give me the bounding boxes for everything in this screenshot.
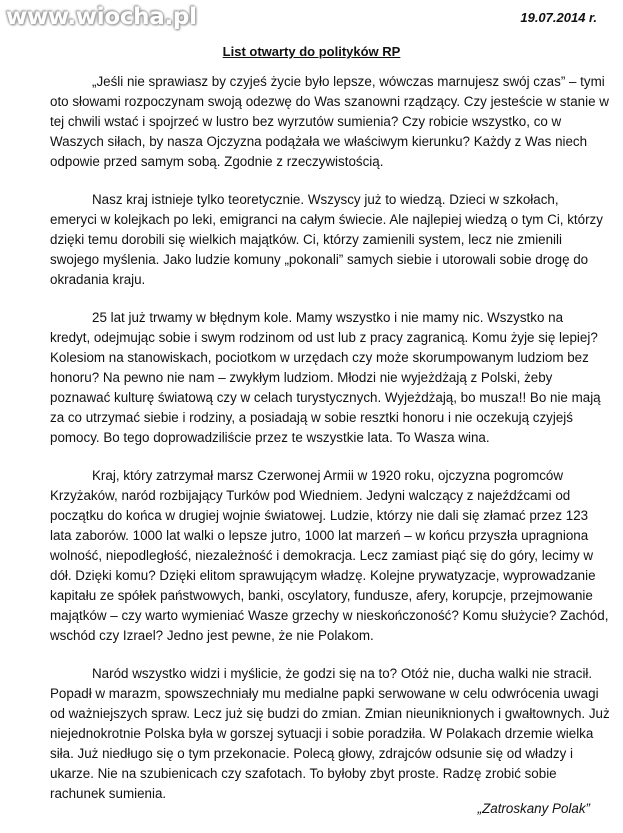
letter-signature: „Zatroskany Polak”	[477, 801, 590, 816]
paragraph-line: dzięki temu dorobili się wielkich majątków. Ci, którzy zamienili system, lecz nie zmienili	[50, 232, 562, 247]
paragraph-line: kredyt, odejmując sobie i swym rodzinom od ust lub z pracy zagranicą. Komu żyje się lepiej?	[50, 330, 598, 345]
paragraph-line: oto słowami rozpoczynam swoją odezwę do Was szanowni rządzący. Czy jesteście w stanie w	[50, 94, 609, 109]
paragraph-line: niejednokrotnie Polska była w gorszej sytuacji i sobie poradziła. W Polakach drzemie wielka	[50, 726, 594, 741]
paragraph-line: okradania kraju.	[50, 272, 146, 287]
letter-date: 19.07.2014 r.	[520, 10, 597, 25]
paragraph-line: odpowie przed samym sobą. Zgodnie z rzeczywistością.	[50, 154, 384, 169]
paragraph-line: wschód czy Izrael? Jedno jest pewne, że nie Polakom.	[50, 628, 374, 643]
paragraph-line: początku do końca w drugiej wojnie światowej. Ludzie, którzy nie dali się złamać przez 123	[50, 508, 589, 523]
letter-body	[50, 72, 610, 822]
paragraph-4	[50, 466, 609, 646]
paragraph-line: wolność, niepodległość, niezależność i demokracja. Lecz zamiast piąć się do góry, lecimy w	[50, 548, 594, 563]
paragraph-line: „Jeśli nie sprawiasz by czyjeś życie było lepsze, wówczas marnujesz swój czas” – tymi	[92, 74, 605, 89]
paragraph-line: lata zaborów. 1000 lat walki o lepsze jutro, 1000 lat marzeń – w końcu przyszła upragniona	[50, 528, 589, 543]
paragraph-1	[50, 72, 609, 172]
paragraph-line: kapitału ze spółek państwowych, banki, oscylatory, fundusze, afery, korupcje, przejmowanie	[50, 588, 593, 603]
paragraph-line: od ważniejszych spraw. Lecz już się budzi do zmian. Zmian nieuniknionych i gwałtownych. Już	[50, 706, 610, 721]
paragraph-line: Waszych siłach, by nasza Ojczyzna podążała we właściwym kierunku? Każdy z Was niech	[50, 134, 588, 149]
paragraph-line: Kraj, który zatrzymał marsz Czerwonej Armii w 1920 roku, ojczyzna pogromców	[92, 468, 564, 483]
paragraph-line: honoru? Na pewno nie nam – zwykłym ludziom. Młodzi nie wyjeżdżają z Polski, żeby	[50, 370, 553, 385]
paragraph-line: 25 lat już trwamy w błędnym kole. Mamy wszystko i nie mamy nic. Wszystko na	[92, 310, 564, 325]
paragraph-line: Krzyżaków, naród rozbijający Turków pod Wiedniem. Jedyni walczący z najeźdźcami od	[50, 488, 571, 503]
paragraph-line: Kolesiom na stanowiskach, pociotkom w urzędach czy może skorumpowanym ludziom bez	[50, 350, 589, 365]
paragraph-line: Popadł w marazm, spowszechniały mu medialne papki serwowane w celu odwrócenia uwagi	[50, 686, 599, 701]
paragraph-3	[50, 308, 601, 448]
paragraph-line: pomocy. Bo tego doprowadziliście przez te wszystkie lata. To Wasza wina.	[50, 430, 490, 445]
paragraph-line: swojego myślenia. Jako ludzie komuny „pokonali” samych siebie i utorowali sobie drogę do	[50, 252, 589, 267]
paragraph-line: poznawać kulturę światową czy w celach turystycznych. Wyjeżdżają, bo musza!! Bo nie mają	[50, 390, 601, 405]
paragraph-line: dół. Dzięki komu? Dzięki elitom sprawującym władzę. Kolejne prywatyzacje, wyprowadzanie	[50, 568, 596, 583]
paragraph-line: emeryci w kolejkach po leki, emigranci na całym świecie. Ale najlepiej wiedzą o tym Ci, którzy	[50, 212, 603, 227]
paragraph-line: Naród wszystko widzi i myślicie, że godzi się na to? Otóż nie, ducha walki nie stracił.	[92, 666, 593, 681]
paragraph-line: Nasz kraj istnieje tylko teoretycznie. Wszyscy już to wiedzą. Dzieci w szkołach,	[92, 192, 559, 207]
paragraph-line: rachunek sumienia.	[50, 786, 167, 801]
paragraph-5	[50, 664, 610, 804]
watermark-logo: www.wiocha.pl	[6, 4, 197, 30]
paragraph-line: ukarze. Nie na szubienicach czy szafotach. To byłoby zbyt proste. Radzę zrobić sobie	[50, 766, 557, 781]
paragraph-line: za co utrzymać siebie i rodziny, a posiadają w sobie resztki honoru i nie oczekują czyjejś	[50, 410, 573, 425]
paragraph-line: siła. Już niedługo się o tym przekonacie. Polecą głowy, zdrajców odsunie się od władzy i	[50, 746, 573, 761]
paragraph-2	[50, 190, 603, 290]
paragraph-line: tej chwili wstać i spojrzeć w lustro bez wyrzutów sumienia? Czy robicie wszystko, co w	[50, 114, 562, 129]
letter-title: List otwarty do polityków RP	[222, 44, 401, 59]
paragraph-line: majątków – czy warto wymieniać Wasze grzechy w nieskończoność? Komu służycie? Zachód,	[50, 608, 609, 623]
